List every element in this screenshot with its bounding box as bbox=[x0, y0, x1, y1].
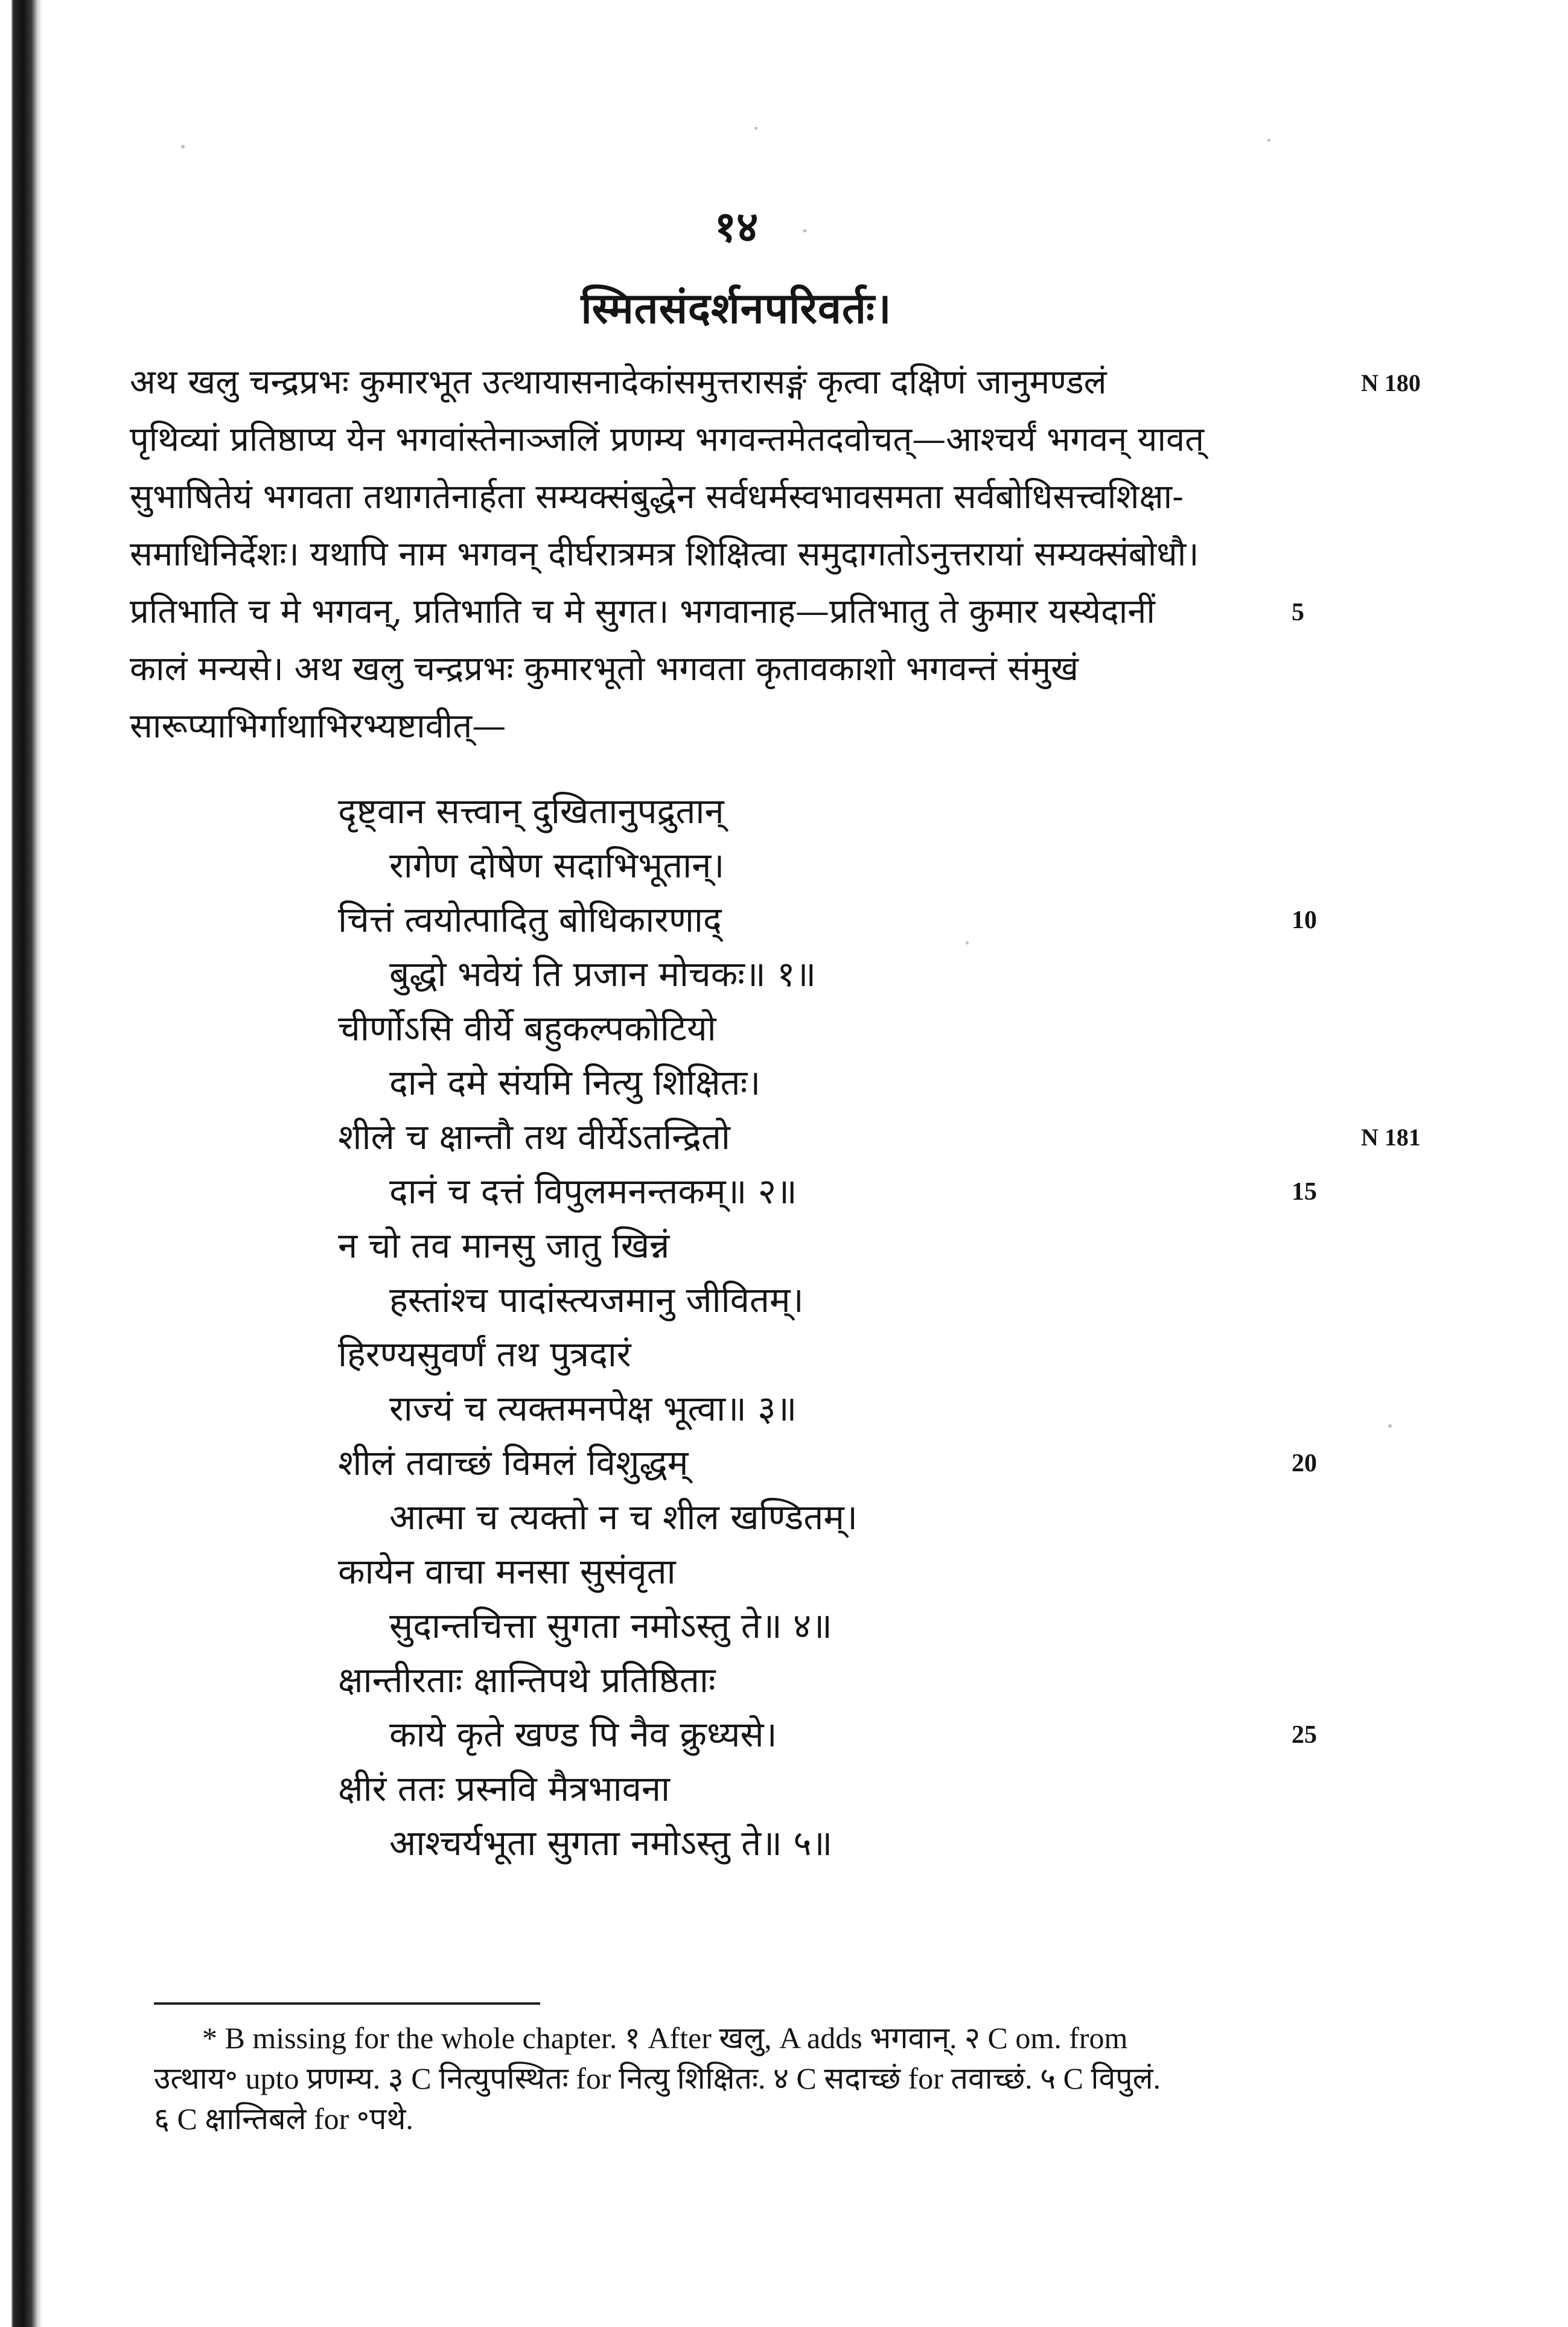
verse-line: सुदान्तचित्ता सुगता नमोऽस्तु ते॥ ४॥ bbox=[389, 1605, 832, 1646]
scan-speck bbox=[966, 941, 969, 944]
margin-note: N 181 bbox=[1361, 1124, 1421, 1151]
line-number: 5 bbox=[1292, 599, 1304, 626]
verse-line: रागेण दोषेण सदाभिभूतान्। bbox=[389, 845, 725, 886]
verse-line: बुद्धो भवेयं ति प्रजान मोचकः॥ १॥ bbox=[389, 953, 817, 995]
footnote-divider bbox=[154, 2002, 540, 2005]
chapter-title: स्मितसंदर्शनपरिवर्तः। bbox=[581, 283, 892, 333]
verse-line: दाने दमे संयमि नित्यु शिक्षितः। bbox=[389, 1062, 761, 1103]
prose-line: सारूप्याभिर्गाथाभिरभ्यष्टावीत्— bbox=[130, 707, 506, 746]
margin-note: N 180 bbox=[1361, 369, 1421, 396]
prose-line: पृथिव्यां प्रतिष्ठाप्य येन भगवांस्तेनाञ्जलिं प्रणम्य भगवन्तमेतदवोचत्—आश्चर्यं भगवन् यावत् bbox=[130, 420, 1205, 459]
line-number: 10 bbox=[1292, 906, 1317, 934]
line-number: 20 bbox=[1292, 1450, 1317, 1477]
verse-line: क्षीरं ततः प्रस्नवि मैत्रभावना bbox=[338, 1768, 671, 1809]
verse-line: न चो तव मानसु जातु खिन्नं bbox=[338, 1225, 670, 1266]
scan-speck bbox=[1388, 1424, 1392, 1428]
verse-line: दानं च दत्तं विपुलमनन्तकम्॥ २॥ bbox=[389, 1171, 797, 1212]
verse-line: शीले च क्षान्तौ तथ वीर्येऽतन्द्रितो bbox=[338, 1116, 730, 1157]
verse-line: आश्चर्यभूता सुगता नमोऽस्तु ते॥ ५॥ bbox=[389, 1822, 833, 1864]
prose-line: कालं मन्यसे। अथ खलु चन्द्रप्रभः कुमारभूतो भगवता कृतावकाशो भगवन्तं संमुखं bbox=[130, 649, 1079, 689]
footnote-line: उत्थाय॰ upto प्रणम्य. ३ C नित्युपस्थितः for नित्यु शिक्षितः. ४ C सदाच्छं for तवाच्छं. ५ C विपुलं. bbox=[154, 2061, 1161, 2095]
prose-line: समाधिनिर्देशः। यथापि नाम भगवन् दीर्घरात्रमत्र शिक्षित्वा समुदागतोऽनुत्तरायां सम्यक्संबोधौ। bbox=[130, 535, 1199, 574]
footnote-line: * B missing for the whole chapter. १ After खलु, A adds भगवान्. २ C om. from bbox=[202, 2021, 1128, 2055]
verse-line: आत्मा च त्यक्तो न च शील खण्डितम्। bbox=[389, 1497, 858, 1538]
verse-line: दृष्ट्वान सत्त्वान् दुखितानुपद्रुतान् bbox=[338, 791, 724, 832]
verse-line: काये कृते खण्ड पि नैव क्रुध्यसे। bbox=[389, 1714, 777, 1755]
verse-line: चित्तं त्वयोत्पादितु बोधिकारणाद् bbox=[338, 899, 722, 940]
scan-speck bbox=[1267, 139, 1270, 142]
line-number: 15 bbox=[1292, 1178, 1317, 1206]
prose-line: अथ खलु चन्द्रप्रभः कुमारभूत उत्थायासनादेकांसमुत्तरासङ्गं कृत्वा दक्षिणं जानुमण्डलं bbox=[130, 363, 1107, 402]
verse-line: हिरण्यसुवर्णं तथ पुत्रदारं bbox=[338, 1334, 631, 1375]
scan-speck bbox=[181, 145, 185, 148]
footnote-line: ६ C क्षान्तिबले for ॰पथे. bbox=[154, 2102, 413, 2136]
verse-line: हस्तांश्च पादांस्त्यजमानु जीवितम्। bbox=[389, 1279, 804, 1320]
verse-line: क्षान्तीरताः क्षान्तिपथे प्रतिष्ठिताः bbox=[338, 1660, 716, 1701]
scan-speck bbox=[754, 127, 757, 130]
scan-speck bbox=[803, 229, 807, 232]
prose-line: प्रतिभाति च मे भगवन्, प्रतिभाति च मे सुगत। भगवानाह—प्रतिभातु ते कुमार यस्येदानीं bbox=[130, 592, 1155, 631]
chapter-number: १४ bbox=[714, 202, 759, 252]
verse-line: शीलं तवाच्छं विमलं विशुद्धम् bbox=[338, 1442, 689, 1483]
verse-line: कायेन वाचा मनसा सुसंवृता bbox=[338, 1551, 676, 1592]
prose-line: सुभाषितेयं भगवता तथागतेनार्हता सम्यक्संबुद्धेन सर्वधर्मस्वभावसमता सर्वबोधिसत्त्वशिक्षा- bbox=[130, 477, 1184, 517]
verse-line: राज्यं च त्यक्तमनपेक्ष भूत्वा॥ ३॥ bbox=[389, 1388, 797, 1429]
verse-line: चीर्णोऽसि वीर्ये बहुकल्पकोटियो bbox=[338, 1008, 716, 1049]
line-number: 25 bbox=[1292, 1721, 1317, 1749]
